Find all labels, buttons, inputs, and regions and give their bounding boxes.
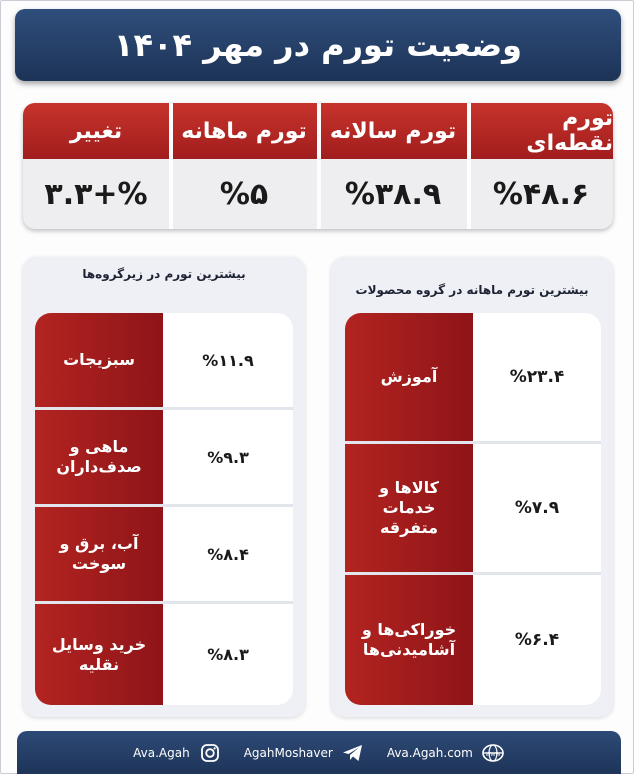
stat-value: %۴۸.۶ — [492, 176, 590, 212]
subgroup-label: ماهی و صدف‌داران — [35, 410, 163, 504]
list-item — [345, 575, 601, 705]
subgroup-label: سبزیجات — [35, 313, 163, 407]
stat-monthly-inflation — [171, 103, 317, 229]
stat-annual-inflation — [319, 103, 467, 229]
list-item — [345, 444, 601, 572]
svg-text:WWW: WWW — [485, 752, 501, 758]
stat-label: تورم ماهانه — [171, 103, 317, 159]
list-item — [345, 313, 601, 441]
list-item — [35, 313, 293, 407]
stat-value: %۳۸.۹ — [344, 176, 442, 212]
title-banner — [15, 9, 621, 81]
footer-bar — [17, 731, 621, 774]
inflation-stats-card — [23, 103, 613, 229]
products-panel — [331, 257, 613, 717]
panel-title: بیشترین تورم در زیرگروه‌ها — [82, 267, 246, 281]
subgroup-value: %۹.۳ — [207, 447, 249, 467]
stat-label: تورم سالانه — [319, 103, 467, 159]
telegram-handle[interactable]: AgahMoshaver — [243, 746, 333, 760]
subgroup-value: %۸.۳ — [207, 645, 249, 664]
category-label: خوراکی‌ها و آشامیدنی‌ها — [345, 575, 473, 705]
footer-telegram[interactable] — [244, 741, 365, 765]
stat-change — [23, 103, 169, 229]
subgroup-value: %۸.۴ — [207, 544, 249, 564]
category-value: %۶.۴ — [514, 630, 560, 650]
subgroups-panel — [23, 257, 305, 717]
category-label: آموزش — [345, 313, 473, 441]
stat-label: تورم نقطه‌ای — [469, 103, 613, 159]
subgroup-label: خرید وسایل نقلیه — [35, 604, 163, 705]
page-title: وضعیت تورم در مهر ۱۴۰۴ — [113, 26, 523, 64]
stat-value: %۵ — [219, 176, 269, 212]
subgroup-value: %۱۱.۹ — [202, 350, 254, 370]
stat-divider — [317, 103, 321, 229]
instagram-handle[interactable]: Ava.Agah — [133, 746, 190, 760]
globe-icon — [481, 741, 505, 765]
list-item — [35, 604, 293, 705]
category-value: %۷.۹ — [514, 498, 560, 518]
subgroups-rows — [35, 313, 293, 705]
stat-label: تغییر — [23, 103, 169, 159]
list-item — [35, 507, 293, 601]
footer-website[interactable] — [387, 741, 505, 765]
panel-title: بیشترین تورم ماهانه در گروه محصولات — [355, 283, 589, 297]
footer-instagram[interactable] — [133, 741, 222, 765]
instagram-icon — [198, 741, 222, 765]
website-link[interactable]: Ava.Agah.com — [386, 746, 473, 760]
products-rows — [345, 313, 601, 705]
stat-divider — [467, 103, 471, 229]
list-item — [35, 410, 293, 504]
stat-point-inflation — [469, 103, 613, 229]
stat-value: %+۳.۳ — [44, 176, 148, 212]
category-value: %۲۳.۴ — [509, 367, 565, 387]
stat-divider — [169, 103, 173, 229]
category-label: کالاها و خدمات متفرقه — [345, 444, 473, 572]
subgroup-label: آب، برق و سوخت — [35, 507, 163, 601]
telegram-icon — [341, 741, 365, 765]
